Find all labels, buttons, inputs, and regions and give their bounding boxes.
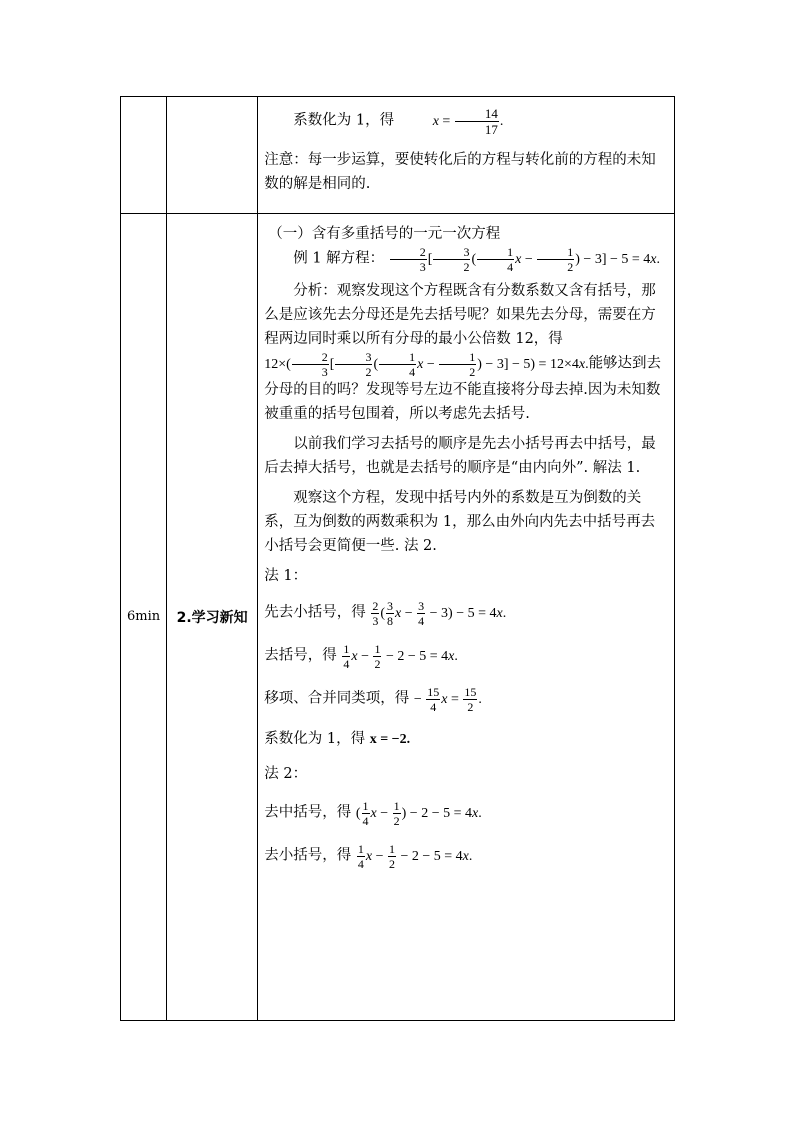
equation: − $\frac{15}{4}$ x = $\frac{15}{2}$ . (413, 685, 482, 714)
time-cell-empty (121, 97, 167, 214)
example-line: 例 1 解方程： $\frac{2}{3}$ [ $\frac{3}{2}$ ( $\frac{1}{4}$ x − $\frac{1}{2}$ ) − 3] − 5 = 4x. (293, 245, 660, 274)
equation: x = $\frac{14}{17}$ . (432, 106, 504, 137)
equation: $\frac{1}{4}$ x − $\frac{1}{2}$ − 2 − 5 = 4x. (357, 842, 473, 871)
analysis-paragraph: 分析：观察发现这个方程既含有分数系数又含有括号，那么是应该先去分母还是先去括号呢？如果先去分母，需要在方程两边同时乘以所有分母的最小公倍数 12，得12×( $\frac{2}{3}$ [ $\frac{3}{2}$ ( $\frac{1}{4}$ x − $\frac{1}{2}$ ) − 3] − 5) = 12×4x.能够达到去分母的目的吗？发现等号左边不能直接将分母去掉.因为未知数被重重的括号包围着，所以考虑先去括号. (264, 283, 662, 422)
table-row (121, 97, 675, 214)
equation: ( $\frac{1}{4}$ x − $\frac{1}{2}$ ) − 2 − 5 = 4x. (355, 799, 482, 828)
step-3: 移项、合并同类项，得 − $\frac{15}{4}$ x = $\frac{15}{2}$ . (264, 685, 482, 714)
method-2-label: 法 2： (264, 766, 308, 782)
step-6: 去小括号，得 $\frac{1}{4}$ x − $\frac{1}{2}$ − 2 − 5 = 4x. (264, 842, 473, 871)
step-5: 去中括号，得 ( $\frac{1}{4}$ x − $\frac{1}{2}$ ) − 2 − 5 = 4x. (264, 799, 482, 828)
table-row (121, 214, 675, 1021)
time-cell: 6min (121, 214, 167, 1021)
content-cell (258, 97, 675, 214)
step-1: 先去小括号，得 $\frac{2}{3}$ ( $\frac{3}{8}$ x − $\frac{3}{4}$ − 3) − 5 = 4x. (264, 599, 507, 628)
equation: $\frac{2}{3}$ ( $\frac{3}{8}$ x − $\frac{3}{4}$ − 3) − 5 = 4x. (372, 599, 507, 628)
equation: $\frac{1}{4}$ x − $\frac{1}{2}$ − 2 − 5 = 4x. (343, 642, 458, 671)
equation: x = −2. (369, 732, 411, 747)
equation: 12×( $\frac{2}{3}$ [ $\frac{3}{2}$ ( $\frac{1}{4}$ x − $\frac{1}{2}$ ) − 3] − 5) = 12×4x. (264, 350, 589, 379)
section-heading: （一）含有多重括号的一元一次方程 (268, 226, 501, 242)
step-2: 去括号，得 $\frac{1}{4}$ x − $\frac{1}{2}$ − 2 − 5 = 4x. (264, 642, 458, 671)
equation: $\frac{2}{3}$ [ $\frac{3}{2}$ ( $\frac{1}{4}$ x − $\frac{1}{2}$ ) − 3] − 5 = 4x. (389, 252, 660, 267)
method-1-label: 法 1： (264, 568, 308, 584)
order-paragraph: 以前我们学习去括号的顺序是先去小括号再去中括号，最后去掉大括号，也就是去括号的顺序是“由内向外”. 解法 1. (264, 436, 656, 476)
coef-step: 系数化为 1，得 x = $\frac{14}{17}$ . (293, 106, 504, 137)
step-4: 系数化为 1，得 x = −2. (264, 731, 411, 747)
stage-cell: 2.学习新知 (167, 214, 258, 1021)
stage-cell-empty (167, 97, 258, 214)
note-text: 注意：每一步运算，要使转化后的方程与转化前的方程的未知数的解是相同的. (264, 152, 656, 192)
lesson-plan-table (120, 96, 675, 1021)
content-cell (258, 214, 675, 1021)
observe-paragraph: 观察这个方程，发现中括号内外的系数是互为倒数的关系，互为倒数的两数乘积为 1，那么由外向内先去中括号再去小括号会更简便一些. 法 2. (264, 490, 656, 554)
